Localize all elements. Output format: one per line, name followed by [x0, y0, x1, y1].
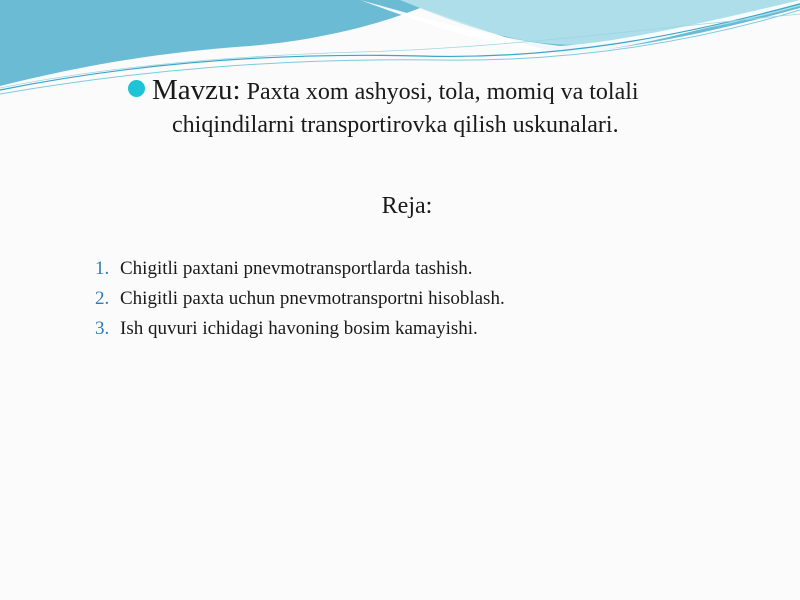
plan-item-number: 3.: [95, 318, 110, 339]
bullet-dot-icon: [128, 80, 145, 97]
plan-item-text: Chigitli paxtani pnevmotransportlarda tashish.: [120, 258, 473, 279]
topic-text-line2: chiqindilarni transportirovka qilish uskunalari.: [172, 112, 619, 138]
plan-item-number: 2.: [95, 288, 110, 309]
topic-label: Mavzu:: [152, 74, 241, 106]
plan-item: [95, 284, 505, 314]
plan-item: [95, 254, 505, 284]
plan-item-number: 1.: [95, 258, 110, 279]
topic-line-first: [128, 74, 748, 109]
plan-item-text: Chigitli paxta uchun pnevmotransportni hisoblash.: [120, 288, 505, 309]
topic-text-line1: Paxta xom ashyosi, tola, momiq va tolali: [246, 79, 639, 105]
topic-block: [128, 74, 748, 142]
plan-title: Reja:: [381, 193, 433, 219]
plan-item-text: Ish quvuri ichidagi havoning bosim kamayishi.: [120, 318, 478, 339]
topic-line-second: [128, 109, 748, 142]
plan-list: [95, 254, 505, 344]
plan-item: [95, 314, 505, 344]
